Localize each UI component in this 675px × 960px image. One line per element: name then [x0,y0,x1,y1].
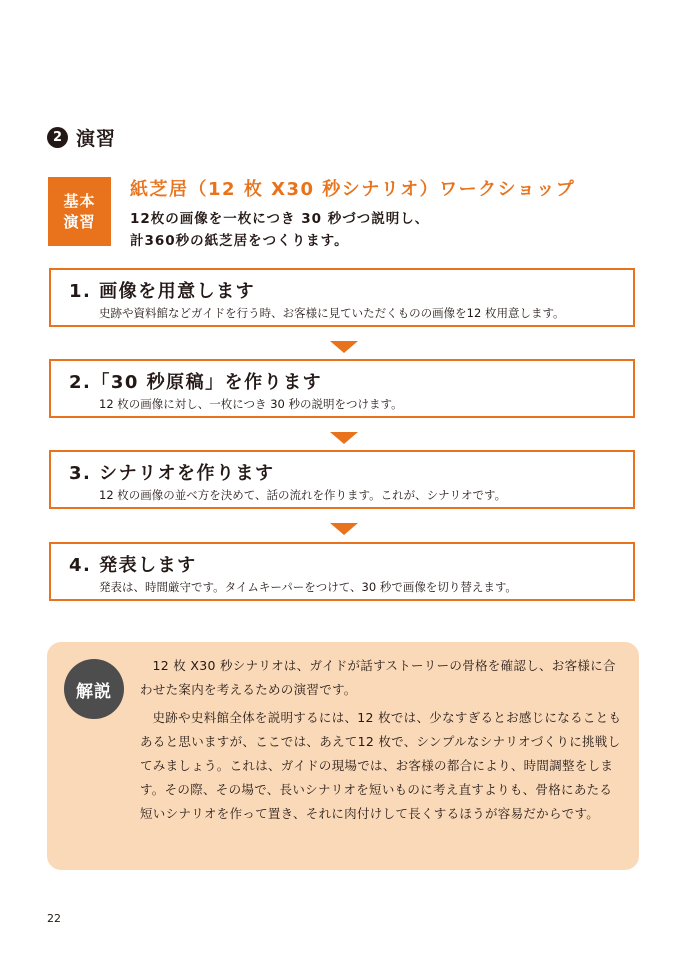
step-title: 4. 発表します [69,555,197,576]
step-description: 発表は、時間厳守です。タイムキーパーをつけて、30 秒で画像を切り替えます。 [99,580,517,594]
step-description: 12 枚の画像の並べ方を決めて、話の流れを作ります。これが、シナリオです。 [99,488,507,502]
workshop-description [130,208,429,252]
step-2-box [49,359,635,418]
commentary-text [140,654,625,830]
commentary-paragraph-1: 12 枚 X30 秒シナリオは、ガイドが話すストーリーの骨格を確認し、お客様に合わせた案内を考えるための演習です。 [140,658,616,697]
workshop-title: 紙芝居（12 枚 X30 秒シナリオ）ワークショップ [130,179,576,200]
commentary-badge: 解説 [64,659,124,719]
step-description: 史跡や資料館などガイドを行う時、お客様に見ていただくものの画像を12 枚用意します。 [99,306,565,320]
step-title: 3. シナリオを作ります [69,463,275,484]
page-number: 22 [47,912,61,925]
down-arrow-icon [330,432,358,444]
workshop-desc-line-2: 計360秒の紙芝居をつくります。 [130,233,349,249]
step-3-box [49,450,635,509]
step-title: 1. 画像を用意します [69,281,256,302]
workshop-desc-line-1: 12枚の画像を一枚につき 30 秒づつ説明し、 [130,211,430,227]
down-arrow-icon [330,341,358,353]
step-description: 12 枚の画像に対し、一枚につき 30 秒の説明をつけます。 [99,397,403,411]
commentary-paragraph-2: 史跡や史料館全体を説明するには、12 枚では、少なすぎるとお感じになることもあると思いますが、ここでは、あえて12 枚で、シンプルなシナリオづくりに挑戦してみましょう。これは、ガイドの現場では、お客様の都合により、時間調整をします。その際、その場で、長いシナリオを短いものに考え直すよりも、骨格にあたる短いシナリオを作って置き、それに肉付けして長くするほうが容易だからです。 [140,710,622,821]
step-title: 2.「30 秒原稿」を作ります [69,372,323,393]
step-1-box [49,268,635,327]
section-number: 2 [47,127,68,148]
section-heading [47,124,116,151]
badge-line-2: 演習 [63,212,96,231]
basic-exercise-badge [48,177,111,246]
badge-line-1: 基本 [63,191,96,210]
commentary-box [47,642,639,870]
section-title: 演習 [76,128,117,150]
down-arrow-icon [330,523,358,535]
step-4-box [49,542,635,601]
